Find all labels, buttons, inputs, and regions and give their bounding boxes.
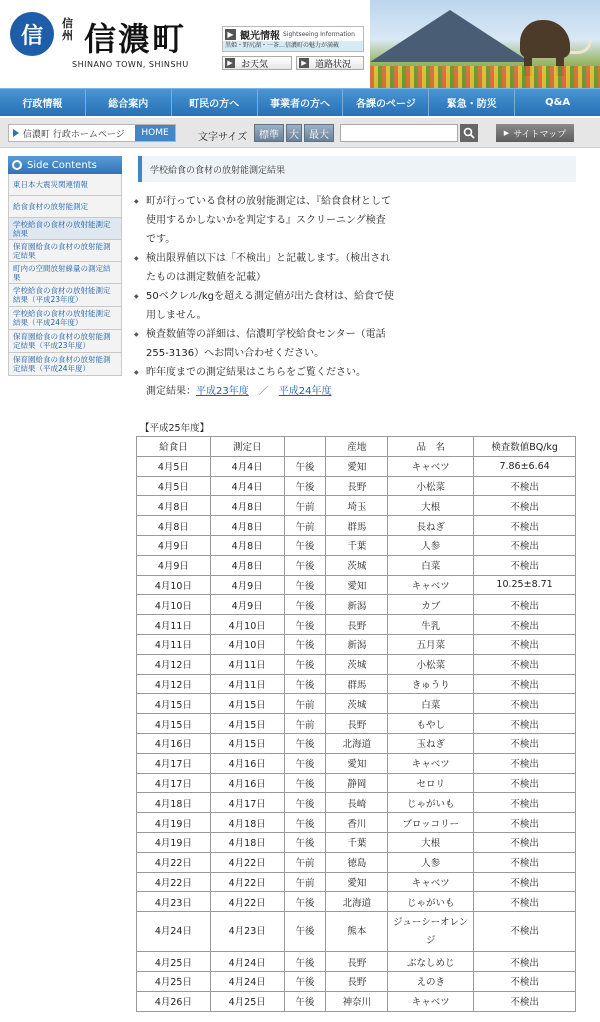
search-icon	[463, 127, 475, 139]
cell-time: 午前	[284, 694, 326, 714]
cell-time: 午後	[284, 991, 326, 1011]
cell-time: 午後	[284, 971, 326, 991]
site-header	[0, 0, 600, 88]
logo-town-name[interactable]: 信濃町	[84, 20, 187, 58]
cell-time: 午後	[284, 555, 326, 575]
cell-item: ジューシーオレンジ	[388, 912, 474, 952]
sightseeing-strip: 黒姫・野尻湖・一茶…信濃町の魅力が満載	[223, 41, 363, 51]
cell-item: キャベツ	[388, 456, 474, 476]
cell-lunch-date: 4月8日	[137, 516, 211, 536]
col-item: 品 名	[388, 437, 474, 457]
cell-measure-date: 4月16日	[210, 773, 284, 793]
cell-item: キャベツ	[388, 753, 474, 773]
font-size-max-button[interactable]: 最大	[304, 124, 334, 142]
font-size-label: 文字サイズ	[198, 132, 248, 143]
link-h23[interactable]: 平成23年度	[196, 386, 249, 397]
sidebar-item-air-dose[interactable]: 町内の空間放射線量の測定結果	[8, 262, 122, 284]
table-row	[137, 813, 576, 833]
breadcrumb	[8, 124, 176, 142]
side-contents-header	[8, 156, 122, 174]
cell-value: 不検出	[474, 912, 576, 952]
side-contents	[8, 156, 122, 376]
sidebar-item-school-h24[interactable]: 学校給食の食材の放射能測定結果（平成24年度）	[8, 307, 122, 330]
cell-item: 五月菜	[388, 634, 474, 654]
table-row	[137, 456, 576, 476]
cell-origin: 群馬	[326, 516, 388, 536]
cell-measure-date: 4月8日	[210, 535, 284, 555]
cell-origin: 千葉	[326, 832, 388, 852]
nav-item-departments[interactable]: 各課のページ	[343, 89, 429, 116]
past-results-line	[134, 382, 394, 401]
font-size-standard-button[interactable]: 標準	[254, 124, 284, 142]
circle-icon	[12, 160, 22, 170]
cell-measure-date: 4月18日	[210, 832, 284, 852]
cell-origin: 北海道	[326, 733, 388, 753]
cell-measure-date: 4月24日	[210, 971, 284, 991]
cell-origin: 埼玉	[326, 496, 388, 516]
table-row	[137, 555, 576, 575]
cell-lunch-date: 4月8日	[137, 496, 211, 516]
cell-measure-date: 4月25日	[210, 991, 284, 1011]
cell-origin: 群馬	[326, 674, 388, 694]
cell-value: 7.86±6.64	[474, 456, 576, 476]
cell-lunch-date: 4月5日	[137, 476, 211, 496]
cell-value: 不検出	[474, 773, 576, 793]
nav-item-business[interactable]: 事業者の方へ	[258, 89, 344, 116]
cell-time: 午前	[284, 496, 326, 516]
cell-measure-date: 4月4日	[210, 476, 284, 496]
cell-measure-date: 4月22日	[210, 872, 284, 892]
cell-lunch-date: 4月10日	[137, 575, 211, 595]
notes-list	[134, 192, 394, 401]
cell-item: キャベツ	[388, 991, 474, 1011]
search-button[interactable]	[460, 124, 478, 142]
table-row	[137, 971, 576, 991]
sightseeing-label-en: Sightseeing Information	[283, 30, 355, 38]
cell-item: セロリ	[388, 773, 474, 793]
cell-measure-date: 4月17日	[210, 793, 284, 813]
cell-item: 大根	[388, 832, 474, 852]
cell-time: 午後	[284, 634, 326, 654]
cell-value: 不検出	[474, 733, 576, 753]
weather-label: お天気	[241, 59, 269, 70]
logo-prefecture: 信州	[62, 17, 73, 42]
cell-origin: 北海道	[326, 892, 388, 912]
cell-value: 不検出	[474, 476, 576, 496]
cell-time: 午後	[284, 476, 326, 496]
cell-origin: 茨城	[326, 555, 388, 575]
cell-lunch-date: 4月26日	[137, 991, 211, 1011]
cell-value: 不検出	[474, 615, 576, 635]
cell-measure-date: 4月15日	[210, 733, 284, 753]
cell-value: 不検出	[474, 535, 576, 555]
cell-origin: 香川	[326, 813, 388, 833]
mammoth-statue-icon	[520, 20, 570, 58]
font-size-large-button[interactable]: 大	[286, 124, 302, 142]
cell-origin: 千葉	[326, 535, 388, 555]
cell-item: ぶなしめじ	[388, 952, 474, 972]
sidebar-item-nursery-lunch[interactable]: 保育園給食の食材の放射能測定結果	[8, 240, 122, 262]
arrow-right-icon: ▶	[503, 129, 510, 137]
cell-measure-date: 4月24日	[210, 952, 284, 972]
utility-bar	[0, 118, 600, 148]
cell-item: 白菜	[388, 694, 474, 714]
breadcrumb-site-link[interactable]: 信濃町 行政ホームページ	[23, 129, 125, 140]
cell-origin: 愛知	[326, 872, 388, 892]
table-row	[137, 872, 576, 892]
cell-measure-date: 4月23日	[210, 912, 284, 952]
cell-lunch-date: 4月24日	[137, 912, 211, 952]
cell-lunch-date: 4月22日	[137, 852, 211, 872]
cell-item: じゃがいも	[388, 892, 474, 912]
cell-item: 小松菜	[388, 654, 474, 674]
cell-origin: 熊本	[326, 912, 388, 952]
table-row	[137, 912, 576, 952]
nav-item-sogo[interactable]: 総合案内	[86, 89, 172, 116]
cell-time: 午後	[284, 615, 326, 635]
cell-time: 午後	[284, 535, 326, 555]
cell-item: 牛乳	[388, 615, 474, 635]
arrow-right-icon: ▶	[225, 29, 236, 40]
cell-time: 午後	[284, 654, 326, 674]
cell-time: 午後	[284, 674, 326, 694]
cell-lunch-date: 4月19日	[137, 813, 211, 833]
cell-lunch-date: 4月23日	[137, 892, 211, 912]
cell-item: 大根	[388, 496, 474, 516]
cell-value: 不検出	[474, 971, 576, 991]
cell-value: 不検出	[474, 714, 576, 734]
cell-time: 午後	[284, 595, 326, 615]
note-item: ◆ 50ベクレル/kgを超える測定値が出た食材は、給食で使用しません。	[134, 287, 394, 325]
sidebar-item-nursery-h23[interactable]: 保育園給食の食材の放射能測定結果（平成23年度）	[8, 330, 122, 353]
cell-lunch-date: 4月15日	[137, 694, 211, 714]
cell-measure-date: 4月15日	[210, 714, 284, 734]
nav-item-qa[interactable]: Q&A	[545, 97, 571, 108]
table-row	[137, 832, 576, 852]
cell-lunch-date: 4月10日	[137, 595, 211, 615]
cell-measure-date: 4月8日	[210, 516, 284, 536]
cell-item: じゃがいも	[388, 793, 474, 813]
cell-origin: 長野	[326, 714, 388, 734]
global-nav	[0, 88, 600, 116]
sightseeing-info-banner[interactable]	[222, 26, 364, 52]
mountain-shape	[370, 10, 530, 62]
cell-time: 午後	[284, 813, 326, 833]
table-row	[137, 714, 576, 734]
cell-measure-date: 4月16日	[210, 753, 284, 773]
cell-item: きゅうり	[388, 674, 474, 694]
cell-origin: 愛知	[326, 575, 388, 595]
cell-origin: 神奈川	[326, 991, 388, 1011]
sidebar-item-school-h23[interactable]: 学校給食の食材の放射能測定結果（平成23年度）	[8, 284, 122, 307]
road-status-button[interactable]	[296, 56, 364, 70]
table-row	[137, 753, 576, 773]
cell-time: 午前	[284, 714, 326, 734]
table-row	[137, 773, 576, 793]
cell-measure-date: 4月9日	[210, 595, 284, 615]
table-row	[137, 952, 576, 972]
cell-time: 午後	[284, 773, 326, 793]
cell-value: 不検出	[474, 694, 576, 714]
table-row	[137, 991, 576, 1011]
arrow-right-icon: ▶	[225, 58, 235, 68]
cell-value: 不検出	[474, 674, 576, 694]
link-separator: ／	[258, 386, 269, 397]
cell-lunch-date: 4月25日	[137, 952, 211, 972]
note-item: ◆ 検出限界値以下は「不検出」と記載します。（検出されたものは測定数値を記載）	[134, 249, 394, 287]
table-row	[137, 793, 576, 813]
sidebar-item-school-lunch[interactable]: 学校給食の食材の放射能測定結果	[8, 218, 122, 240]
cell-value: 不検出	[474, 892, 576, 912]
cell-value: 不検出	[474, 555, 576, 575]
cell-origin: 茨城	[326, 694, 388, 714]
cell-item: えのき	[388, 971, 474, 991]
col-value: 検査数値BQ/kg	[474, 437, 576, 457]
cell-value: 不検出	[474, 595, 576, 615]
table-row	[137, 535, 576, 555]
cell-item: 長ねぎ	[388, 516, 474, 536]
road-status-label: 道路状況	[315, 59, 352, 70]
nav-item-residents[interactable]: 町民の方へ	[172, 89, 258, 116]
table-row	[137, 516, 576, 536]
search-input[interactable]	[340, 124, 458, 142]
table-row	[137, 575, 576, 595]
note-item: ◆ 昨年度までの測定結果はこちらをご覧ください。	[134, 363, 394, 382]
sitemap-label: サイトマップ	[513, 129, 567, 140]
table-row	[137, 654, 576, 674]
cell-value: 不検出	[474, 852, 576, 872]
col-lunch-date: 給食日	[137, 437, 211, 457]
arrow-right-icon: ▶	[299, 58, 309, 68]
cell-origin: 静岡	[326, 773, 388, 793]
cell-lunch-date: 4月11日	[137, 615, 211, 635]
cell-measure-date: 4月22日	[210, 892, 284, 912]
logo-subtitle: SHINANO TOWN, SHINSHU	[72, 60, 189, 69]
cell-measure-date: 4月10日	[210, 615, 284, 635]
cell-measure-date: 4月4日	[210, 456, 284, 476]
cell-item: 白菜	[388, 555, 474, 575]
cell-lunch-date: 4月17日	[137, 773, 211, 793]
note-item: ◆ 町が行っている食材の放射能測定は、『給食食材として使用するかしないかを判定する』スクリーニング検査です。	[134, 192, 394, 249]
cell-time: 午前	[284, 852, 326, 872]
cell-origin: 愛知	[326, 753, 388, 773]
cell-time: 午後	[284, 753, 326, 773]
cell-origin: 長野	[326, 952, 388, 972]
sitemap-button[interactable]	[496, 124, 574, 142]
cell-value: 不検出	[474, 952, 576, 972]
cell-origin: 長野	[326, 476, 388, 496]
cell-lunch-date: 4月18日	[137, 793, 211, 813]
sightseeing-label: 観光情報	[240, 30, 280, 42]
cell-item: 玉ねぎ	[388, 733, 474, 753]
col-time	[284, 437, 326, 457]
cell-origin: 茨城	[326, 654, 388, 674]
cell-item: 小松菜	[388, 476, 474, 496]
col-measure-date: 測定日	[210, 437, 284, 457]
cell-origin: 徳島	[326, 852, 388, 872]
cell-measure-date: 4月8日	[210, 555, 284, 575]
cell-value: 不検出	[474, 654, 576, 674]
cell-time: 午前	[284, 516, 326, 536]
cell-measure-date: 4月15日	[210, 694, 284, 714]
cell-lunch-date: 4月12日	[137, 674, 211, 694]
cell-value: 不検出	[474, 813, 576, 833]
note-item: ◆ 検査数値等の詳細は、信濃町学校給食センター（電話 255-3136）へお問い合わせください。	[134, 325, 394, 363]
cell-item: 人参	[388, 852, 474, 872]
cell-value: 不検出	[474, 634, 576, 654]
cell-value: 不検出	[474, 793, 576, 813]
cell-lunch-date: 4月22日	[137, 872, 211, 892]
cell-value: 10.25±8.71	[474, 575, 576, 595]
cell-value: 不検出	[474, 516, 576, 536]
cell-measure-date: 4月11日	[210, 654, 284, 674]
home-button[interactable]: HOME	[135, 125, 175, 141]
measurement-table	[136, 436, 576, 1012]
page-title: 学校給食の食材の放射能測定結果	[138, 156, 576, 182]
cell-item: もやし	[388, 714, 474, 734]
cell-lunch-date: 4月25日	[137, 971, 211, 991]
fiscal-year-label: 【平成25年度】	[140, 423, 210, 434]
cell-lunch-date: 4月12日	[137, 654, 211, 674]
cell-value: 不検出	[474, 832, 576, 852]
sidebar-item-earthquake[interactable]: 東日本大震災関連情報	[8, 174, 122, 196]
cell-item: 人参	[388, 535, 474, 555]
cell-lunch-date: 4月17日	[137, 753, 211, 773]
cell-item: キャベツ	[388, 575, 474, 595]
cell-item: キャベツ	[388, 872, 474, 892]
table-row	[137, 674, 576, 694]
cell-item: ブロッコリー	[388, 813, 474, 833]
table-row	[137, 496, 576, 516]
cell-time: 午後	[284, 832, 326, 852]
side-contents-title: Side Contents	[27, 159, 97, 171]
header-scenery-image	[370, 0, 600, 88]
cell-origin: 長野	[326, 971, 388, 991]
triangle-right-icon	[13, 129, 19, 137]
table-row	[137, 852, 576, 872]
flower-field	[370, 66, 600, 88]
cell-value: 不検出	[474, 753, 576, 773]
cell-lunch-date: 4月16日	[137, 733, 211, 753]
cell-measure-date: 4月11日	[210, 674, 284, 694]
table-row	[137, 634, 576, 654]
cell-value: 不検出	[474, 991, 576, 1011]
cell-origin: 新潟	[326, 634, 388, 654]
table-body	[137, 456, 576, 1011]
cell-time: 午後	[284, 892, 326, 912]
cell-lunch-date: 4月9日	[137, 555, 211, 575]
table-header-row	[137, 437, 576, 457]
col-origin: 産地	[326, 437, 388, 457]
town-emblem-icon[interactable]: 信	[10, 12, 54, 56]
link-h24[interactable]: 平成24年度	[278, 386, 332, 397]
table-row	[137, 476, 576, 496]
cell-measure-date: 4月10日	[210, 634, 284, 654]
cell-origin: 愛知	[326, 456, 388, 476]
table-row	[137, 733, 576, 753]
sidebar-item-nursery-h24[interactable]: 保育園給食の食材の放射能測定結果（平成24年度）	[8, 353, 122, 376]
cell-measure-date: 4月9日	[210, 575, 284, 595]
table-row	[137, 694, 576, 714]
table-row	[137, 615, 576, 635]
cell-lunch-date: 4月5日	[137, 456, 211, 476]
cell-origin: 長崎	[326, 793, 388, 813]
past-results-prefix: 測定結果：	[146, 386, 196, 397]
cell-measure-date: 4月22日	[210, 852, 284, 872]
cell-lunch-date: 4月19日	[137, 832, 211, 852]
cell-time: 午後	[284, 575, 326, 595]
cell-time: 午後	[284, 952, 326, 972]
weather-button[interactable]	[222, 56, 292, 70]
cell-origin: 長野	[326, 615, 388, 635]
cell-measure-date: 4月8日	[210, 496, 284, 516]
cell-origin: 新潟	[326, 595, 388, 615]
cell-time: 午前	[284, 872, 326, 892]
cell-item: カブ	[388, 595, 474, 615]
cell-lunch-date: 4月11日	[137, 634, 211, 654]
cell-value: 不検出	[474, 872, 576, 892]
cell-time: 午後	[284, 793, 326, 813]
cell-time: 午後	[284, 733, 326, 753]
cell-time: 午後	[284, 456, 326, 476]
sidebar-item-food-measurement[interactable]: 給食食材の放射能測定	[8, 196, 122, 218]
table-row	[137, 892, 576, 912]
cell-measure-date: 4月18日	[210, 813, 284, 833]
cell-time: 午後	[284, 912, 326, 952]
nav-item-gyosei[interactable]: 行政情報	[0, 89, 86, 116]
nav-item-emergency[interactable]: 緊急・防災	[429, 89, 515, 116]
cell-lunch-date: 4月9日	[137, 535, 211, 555]
table-row	[137, 595, 576, 615]
cell-value: 不検出	[474, 496, 576, 516]
cell-lunch-date: 4月15日	[137, 714, 211, 734]
